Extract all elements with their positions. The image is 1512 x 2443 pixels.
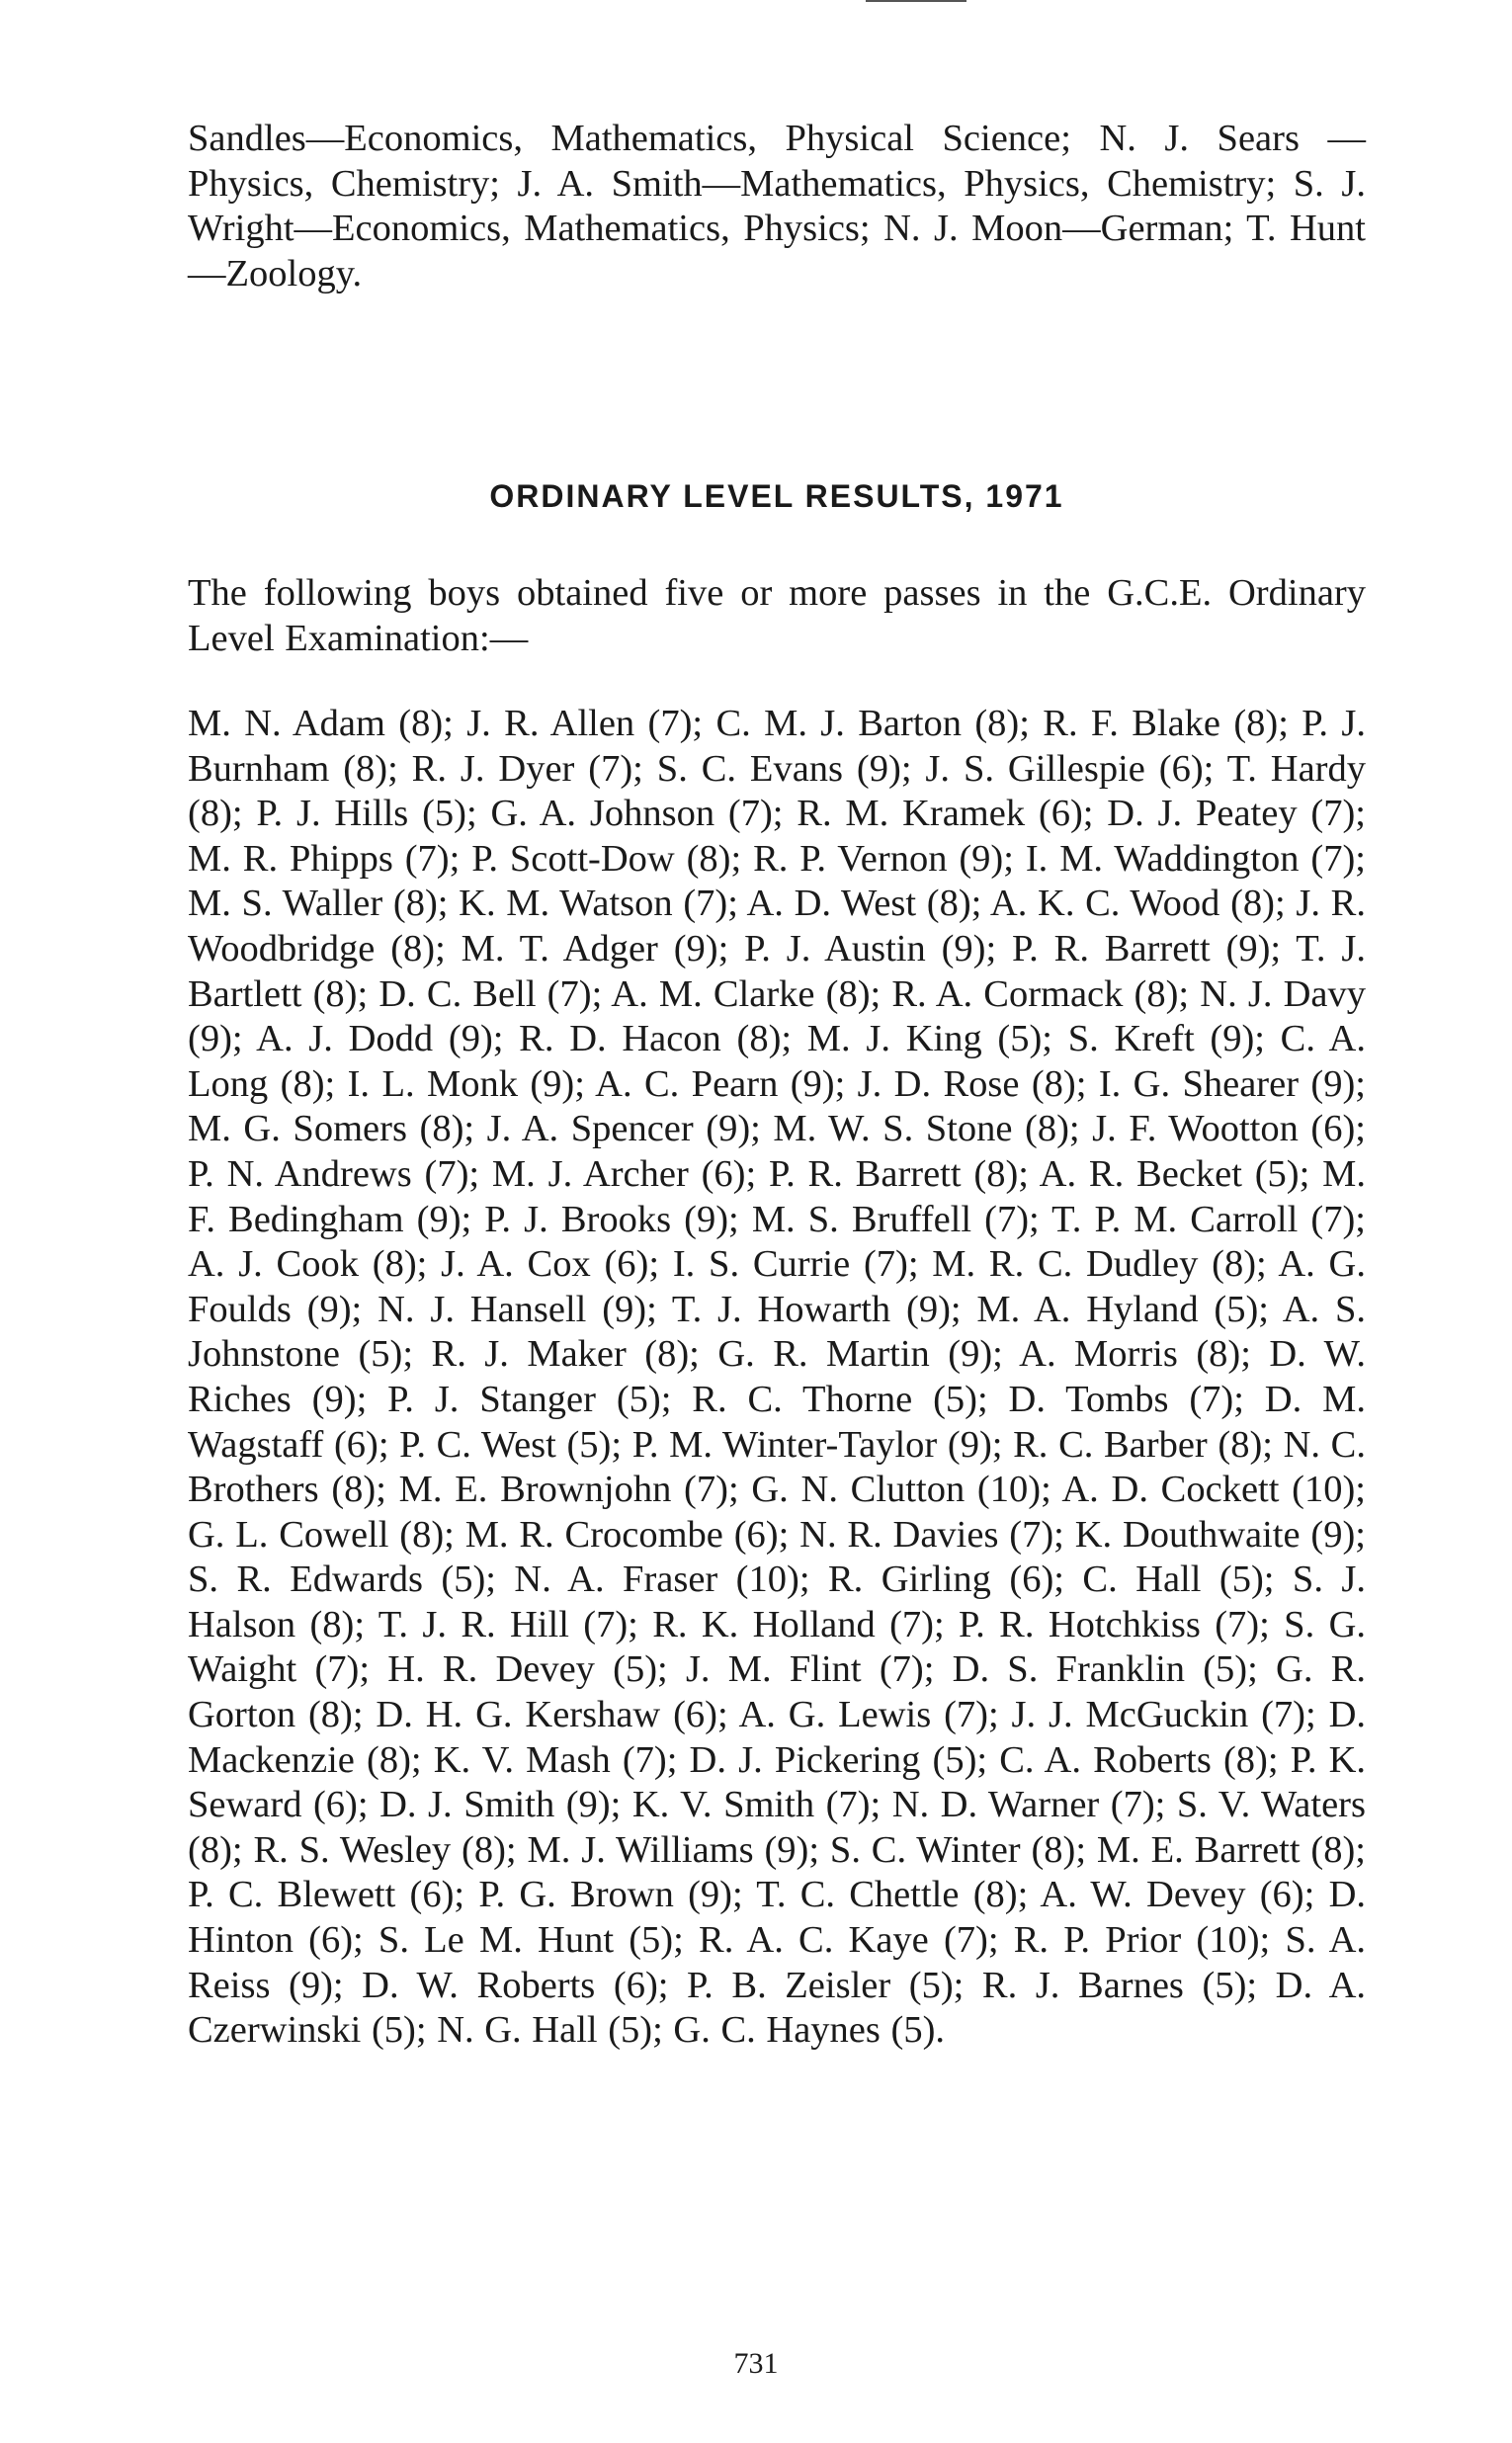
page-number: 731 (733, 2347, 779, 2380)
top-edge-rule (866, 0, 966, 2)
results-list-paragraph: M. N. Adam (8); J. R. Allen (7); C. M. J. Barton (8); R. F. Blake (8); P. J. Burnham (8); R. J. Dyer (7); S. C. Evans (9); J. S. Gillespie (6); T. Hardy (8); P. J. Hills (5); G. A. Johnson (7); R. M. Kramek (6); D. J. Peatey (7); M. R. Phipps (7); P. Scott-Dow (8); R. P. Vernon (9); I. M. Waddington (7); M. S. Waller (8); K. M. Watson (7); A. D. West (8); A. K. C. Wood (8); J. R. Woodbridge (8); M. T. Adger (9); P. J. Austin (9); P. R. Barrett (9); T. J. Bartlett (8); D. C. Bell (7); A. M. Clarke (8); R. A. Cormack (8); N. J. Davy (9); A. J. Dodd (9); R. D. Hacon (8); M. J. King (5); S. Kreft (9); C. A. Long (8); I. L. Monk (9); A. C. Pearn (9); J. D. Rose (8); I. G. Shearer (9); M. G. Somers (8); J. A. Spencer (9); M. W. S. Stone (8); J. F. Wootton (6); P. N. Andrews (7); M. J. Archer (6); P. R. Barrett (8); A. R. Becket (5); M. F. Bedingham (9); P. J. Brooks (9); M. S. Bruffell (7); T. P. M. Carroll (7); A. J. Cook (8); J. A. Cox (6); I. S. Currie (7); M. R. C. Dudley (8); A. G. Foulds (9); N. J. Hansell (9); T. J. Howarth (9); M. A. Hyland (5); A. S. Johnstone (5); R. J. Maker (8); G. R. Martin (9); A. Morris (8); D. W. Riches (9); P. J. Stanger (5); R. C. Thorne (5); D. Tombs (7); D. M. Wagstaff (6); P. C. West (5); P. M. Winter-Taylor (9); R. C. Barber (8); N. C. Brothers (8); M. E. Brownjohn (7); G. N. Clutton (10); A. D. Cockett (10); G. L. Cowell (8); M. R. Crocombe (6); N. R. Davies (7); K. Douthwaite (9); S. R. Edwards (5); N. A. Fraser (10); R. Girling (6); C. Hall (5); S. J. Halson (8); T. J. R. Hill (7); R. K. Holland (7); P. R. Hotchkiss (7); S. G. Waight (7); H. R. Devey (5); J. M. Flint (7); D. S. Franklin (5); G. R. Gorton (8); D. H. G. Kershaw (6); A. G. Lewis (7); J. J. McGuckin (7); D. Mackenzie (8); K. V. Mash (7); D. J. Pickering (5); C. A. Roberts (8); P. K. Seward (6); D. J. Smith (9); K. V. Smith (7); N. D. Warner (7); S. V. Waters (8); R. S. Wesley (8); M. J. Williams (9); S. C. Winter (8); M. E. Barrett (8); P. C. Blewett (6); P. G. Brown (9); T. C. Chettle (8); A. W. Devey (6); D. Hinton (6); S. Le M. Hunt (5); R. A. C. Kaye (7); R. P. Prior (10); S. A. Reiss (9); D. W. Roberts (6); P. B. Zeisler (5); R. J. Barnes (5); D. A. Czerwinski (5); N. G. Hall (5); G. C. Haynes (5). (188, 703, 1366, 2052)
continuation-paragraph: Sandles—Economics, Mathematics, Physical Science; N. J. Sears —Physics, Chemistry; J. A. Smith—Mathematics, Physics, Chemistry; S. J. Wright—Economics, Mathematics, Physics; N. J. Moon—German; T. Hunt—Zoology. (188, 118, 1366, 295)
section-heading: ORDINARY LEVEL RESULTS, 1971 (489, 478, 1064, 514)
page-body (188, 117, 1366, 2052)
intro-paragraph: The following boys obtained five or more passes in the G.C.E. Ordinary Level Examination:— (188, 572, 1366, 659)
